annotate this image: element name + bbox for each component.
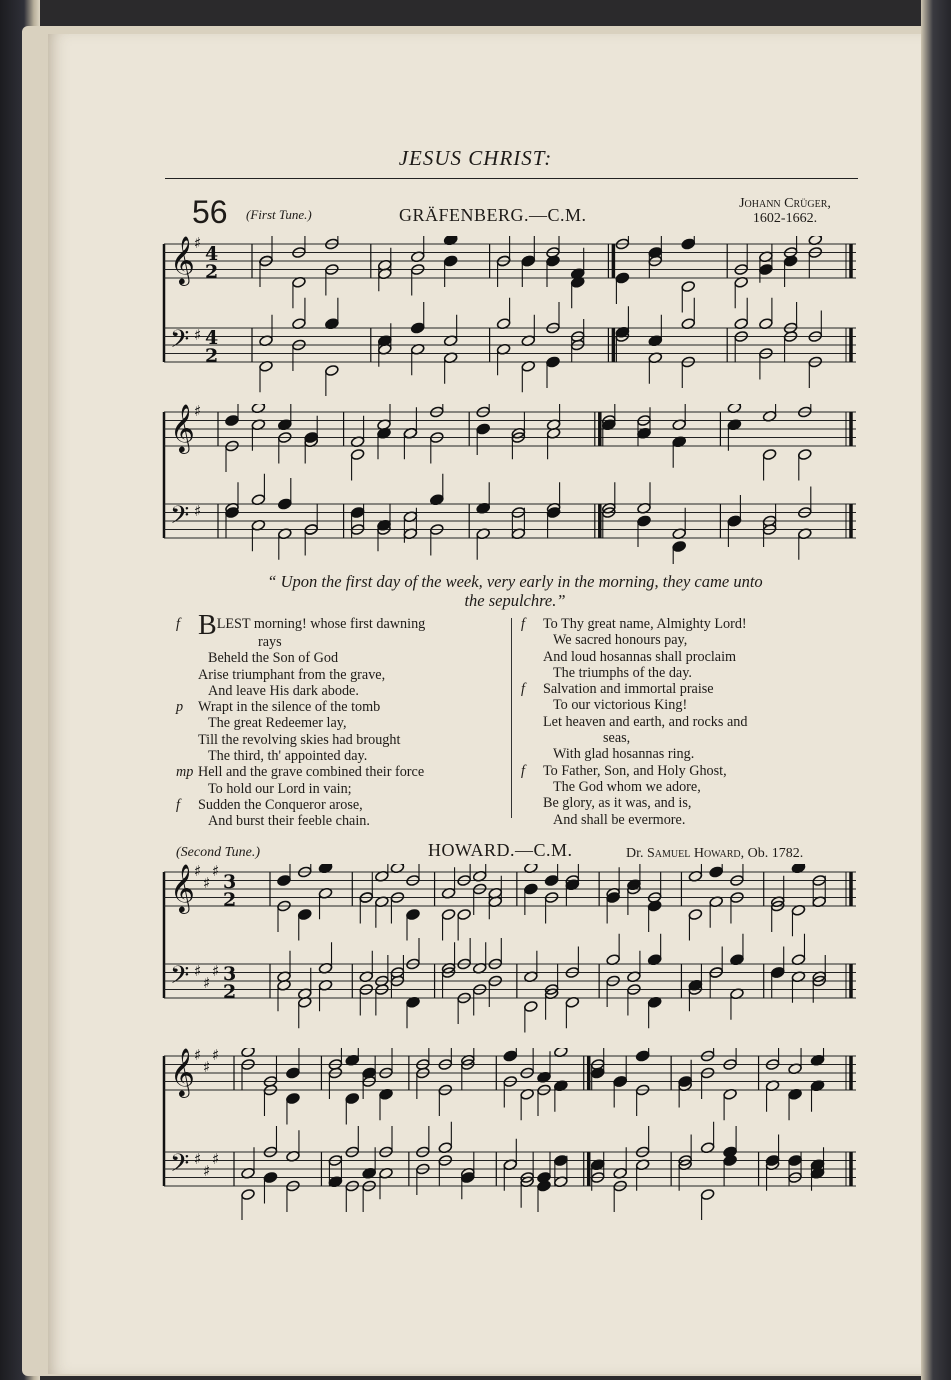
note-head: [225, 414, 240, 426]
note-head: [286, 1092, 301, 1104]
time-signature-bottom: 2: [205, 345, 219, 367]
composer-name: Johann Crüger,: [739, 196, 831, 211]
hymn-number: 56: [192, 194, 228, 230]
note-head: [350, 448, 365, 460]
treble-clef-icon: 𝄞: [170, 1048, 195, 1096]
sharp-icon: ♯: [194, 962, 202, 980]
treble-clef-icon: 𝄞: [170, 864, 195, 912]
verse-line: [176, 699, 425, 715]
note-head: [700, 1188, 715, 1200]
verse-line: [521, 697, 747, 713]
note-head: [615, 272, 630, 284]
first-tune-system-2: [160, 404, 860, 564]
composer-name: Samuel Howard,: [647, 846, 745, 861]
verse-line: [176, 610, 426, 641]
verse-text: To hold our Lord in vain;: [208, 780, 352, 797]
bass-clef-icon: 𝄢: [170, 501, 190, 536]
note-head: [554, 1154, 569, 1166]
verse-line: [176, 797, 425, 813]
note-head: [286, 1067, 301, 1079]
verse-text: Hell and the grave combined their force: [198, 764, 425, 781]
composer-dates: Ob. 1782.: [747, 846, 804, 861]
dynamic-mark: p: [176, 699, 184, 716]
verse-line: [176, 748, 425, 764]
verse-text: rays: [258, 634, 282, 650]
verse-line: [521, 746, 747, 762]
verse-text: And burst their feeble chain.: [208, 813, 370, 830]
verse-line: [176, 683, 425, 699]
verse-text: Let heaven and earth, and rocks and: [543, 713, 748, 730]
verse-line: [176, 813, 425, 829]
verse-text: Arise triumphant from the grave,: [198, 666, 386, 683]
verse-line: [521, 714, 747, 730]
sharp-icon: ♯: [194, 502, 202, 520]
time-signature-top: 3: [223, 871, 237, 893]
verse-line: [521, 649, 747, 665]
note-head: [350, 506, 365, 518]
note-head: [345, 1092, 360, 1104]
time-signature-bottom: 2: [223, 981, 237, 1003]
sharp-icon: ♯: [212, 962, 220, 980]
sharp-icon: ♯: [194, 236, 202, 252]
dynamic-mark: f: [521, 616, 525, 632]
book-cover-edge: [921, 0, 951, 1380]
note-head: [503, 1050, 518, 1062]
time-signature-bottom: 2: [205, 261, 219, 283]
sharp-icon: ♯: [203, 1058, 211, 1076]
verses-left-column: [176, 610, 426, 830]
dynamic-mark: f: [521, 762, 525, 779]
note-head: [637, 515, 652, 527]
verse-text: Salvation and immortal praise: [543, 681, 714, 698]
verse-line: [521, 632, 747, 648]
sharp-icon: ♯: [194, 1048, 202, 1064]
epigraph-line-1: “ Upon the first day of the week, very early in the morning, they came unto: [267, 572, 763, 591]
verse-text: And leave His dark abode.: [208, 682, 359, 699]
note-head: [798, 448, 813, 460]
note-head: [546, 356, 561, 368]
verse-line: [521, 812, 747, 828]
verse-line: [176, 667, 425, 683]
verse-text: seas,: [603, 730, 631, 747]
sharp-icon: ♯: [194, 326, 202, 344]
verse-text: The great Redeemer lay,: [208, 715, 347, 732]
dynamic-mark: mp: [176, 764, 194, 781]
epigraph: [190, 572, 840, 610]
verse-line: [521, 779, 747, 795]
verse-line: [521, 763, 747, 779]
verse-text: To Thy great name, Almighty Lord!: [543, 616, 747, 632]
verse-line: [521, 681, 747, 697]
sharp-icon: ♯: [212, 1048, 220, 1064]
sharp-icon: ♯: [212, 864, 220, 880]
verse-text: Till the revolving skies had brought: [198, 731, 401, 748]
note-head: [325, 364, 340, 376]
note-head: [406, 908, 421, 920]
note-head: [277, 874, 292, 886]
verse-line: [176, 650, 425, 666]
second-tune-system-2: [160, 1048, 860, 1220]
verse-line: [521, 616, 747, 632]
second-tune-name: HOWARD.—C.M.: [428, 840, 573, 860]
composer-dates: 1602-1662.: [752, 211, 818, 226]
verse-line: [176, 715, 425, 731]
treble-clef-icon: 𝄞: [170, 236, 195, 284]
epigraph-line-2: the sepulchre.”: [464, 591, 566, 610]
sharp-icon: ♯: [194, 404, 202, 420]
note-head: [759, 263, 774, 275]
note-head: [297, 908, 312, 920]
second-tune-composer: [626, 846, 803, 861]
note-head: [672, 540, 687, 552]
verse-text: The third, th' appointed day.: [208, 748, 368, 765]
note-head: [443, 255, 458, 267]
verse-text: And loud hosannas shall proclaim: [543, 648, 737, 665]
note-head: [688, 908, 703, 920]
sharp-icon: ♯: [212, 1150, 220, 1168]
note-head: [544, 874, 559, 886]
first-tune-name: GRÄFENBERG.—C.M.: [399, 205, 587, 225]
time-signature-top: 4: [205, 243, 219, 265]
column-divider: [511, 618, 512, 818]
note-head: [709, 866, 724, 878]
verse-text: And shall be evermore.: [553, 811, 686, 828]
verse-text: Wrapt in the silence of the tomb: [198, 699, 381, 716]
first-tune-note: (First Tune.): [246, 207, 312, 222]
time-signature-bottom: 2: [223, 889, 237, 911]
verse-line: [176, 634, 425, 650]
second-tune-system-1: [160, 864, 860, 1036]
note-head: [762, 448, 777, 460]
note-head: [681, 238, 696, 250]
note-head: [476, 423, 491, 435]
verse-text: We sacred honours pay,: [553, 632, 688, 649]
first-tune-system-1: [160, 236, 860, 396]
bass-clef-icon: 𝄢: [170, 325, 190, 360]
treble-clef-icon: 𝄞: [170, 404, 195, 452]
note-head: [681, 280, 696, 292]
verse-text: Sudden the Conqueror arose,: [198, 796, 363, 813]
dynamic-mark: f: [176, 796, 180, 813]
note-head: [524, 883, 539, 895]
note-head: [410, 322, 425, 334]
sharp-icon: ♯: [194, 1150, 202, 1168]
composer-prefix: Dr.: [626, 846, 644, 861]
first-tune-composer: [712, 196, 858, 226]
verse-text: The triumphs of the day.: [553, 664, 692, 681]
note-head: [241, 1188, 256, 1200]
verse-line: [176, 732, 425, 748]
bass-clef-icon: 𝄢: [170, 1149, 190, 1184]
time-signature-top: 3: [223, 963, 237, 985]
verses-right-column: [521, 616, 747, 828]
note-head: [441, 908, 456, 920]
note-head: [278, 498, 293, 510]
verse-line: [176, 764, 425, 780]
verse-text: BLEST morning! whose first dawning: [198, 610, 426, 641]
sharp-icon: ♯: [203, 974, 211, 992]
verse-text: To our victorious King!: [553, 697, 688, 714]
second-tune-note: (Second Tune.): [176, 845, 260, 860]
verse-line: [521, 665, 747, 681]
verse-text: The God whom we adore,: [553, 778, 701, 795]
note-head: [788, 1154, 803, 1166]
note-head: [263, 1171, 278, 1183]
time-signature-top: 4: [205, 327, 219, 349]
verse-line: [521, 730, 747, 746]
verse-text: Beheld the Son of God: [208, 650, 339, 667]
running-title: JESUS CHRIST:: [398, 146, 553, 170]
sharp-icon: ♯: [203, 1162, 211, 1180]
sharp-icon: ♯: [203, 874, 211, 892]
bass-clef-icon: 𝄢: [170, 961, 190, 996]
verse-line: [521, 795, 747, 811]
dynamic-mark: f: [176, 616, 180, 632]
header-rule: [165, 178, 858, 179]
verse-text: To Father, Son, and Holy Ghost,: [543, 762, 727, 779]
dynamic-mark: f: [521, 681, 525, 698]
note-head: [457, 908, 472, 920]
note-head: [524, 1000, 539, 1012]
note-head: [635, 1050, 650, 1062]
verse-text: With glad hosannas ring.: [553, 746, 695, 763]
verse-text: Be glory, as it was, and is,: [543, 795, 692, 812]
sharp-icon: ♯: [194, 864, 202, 880]
verse-line: [176, 781, 425, 797]
